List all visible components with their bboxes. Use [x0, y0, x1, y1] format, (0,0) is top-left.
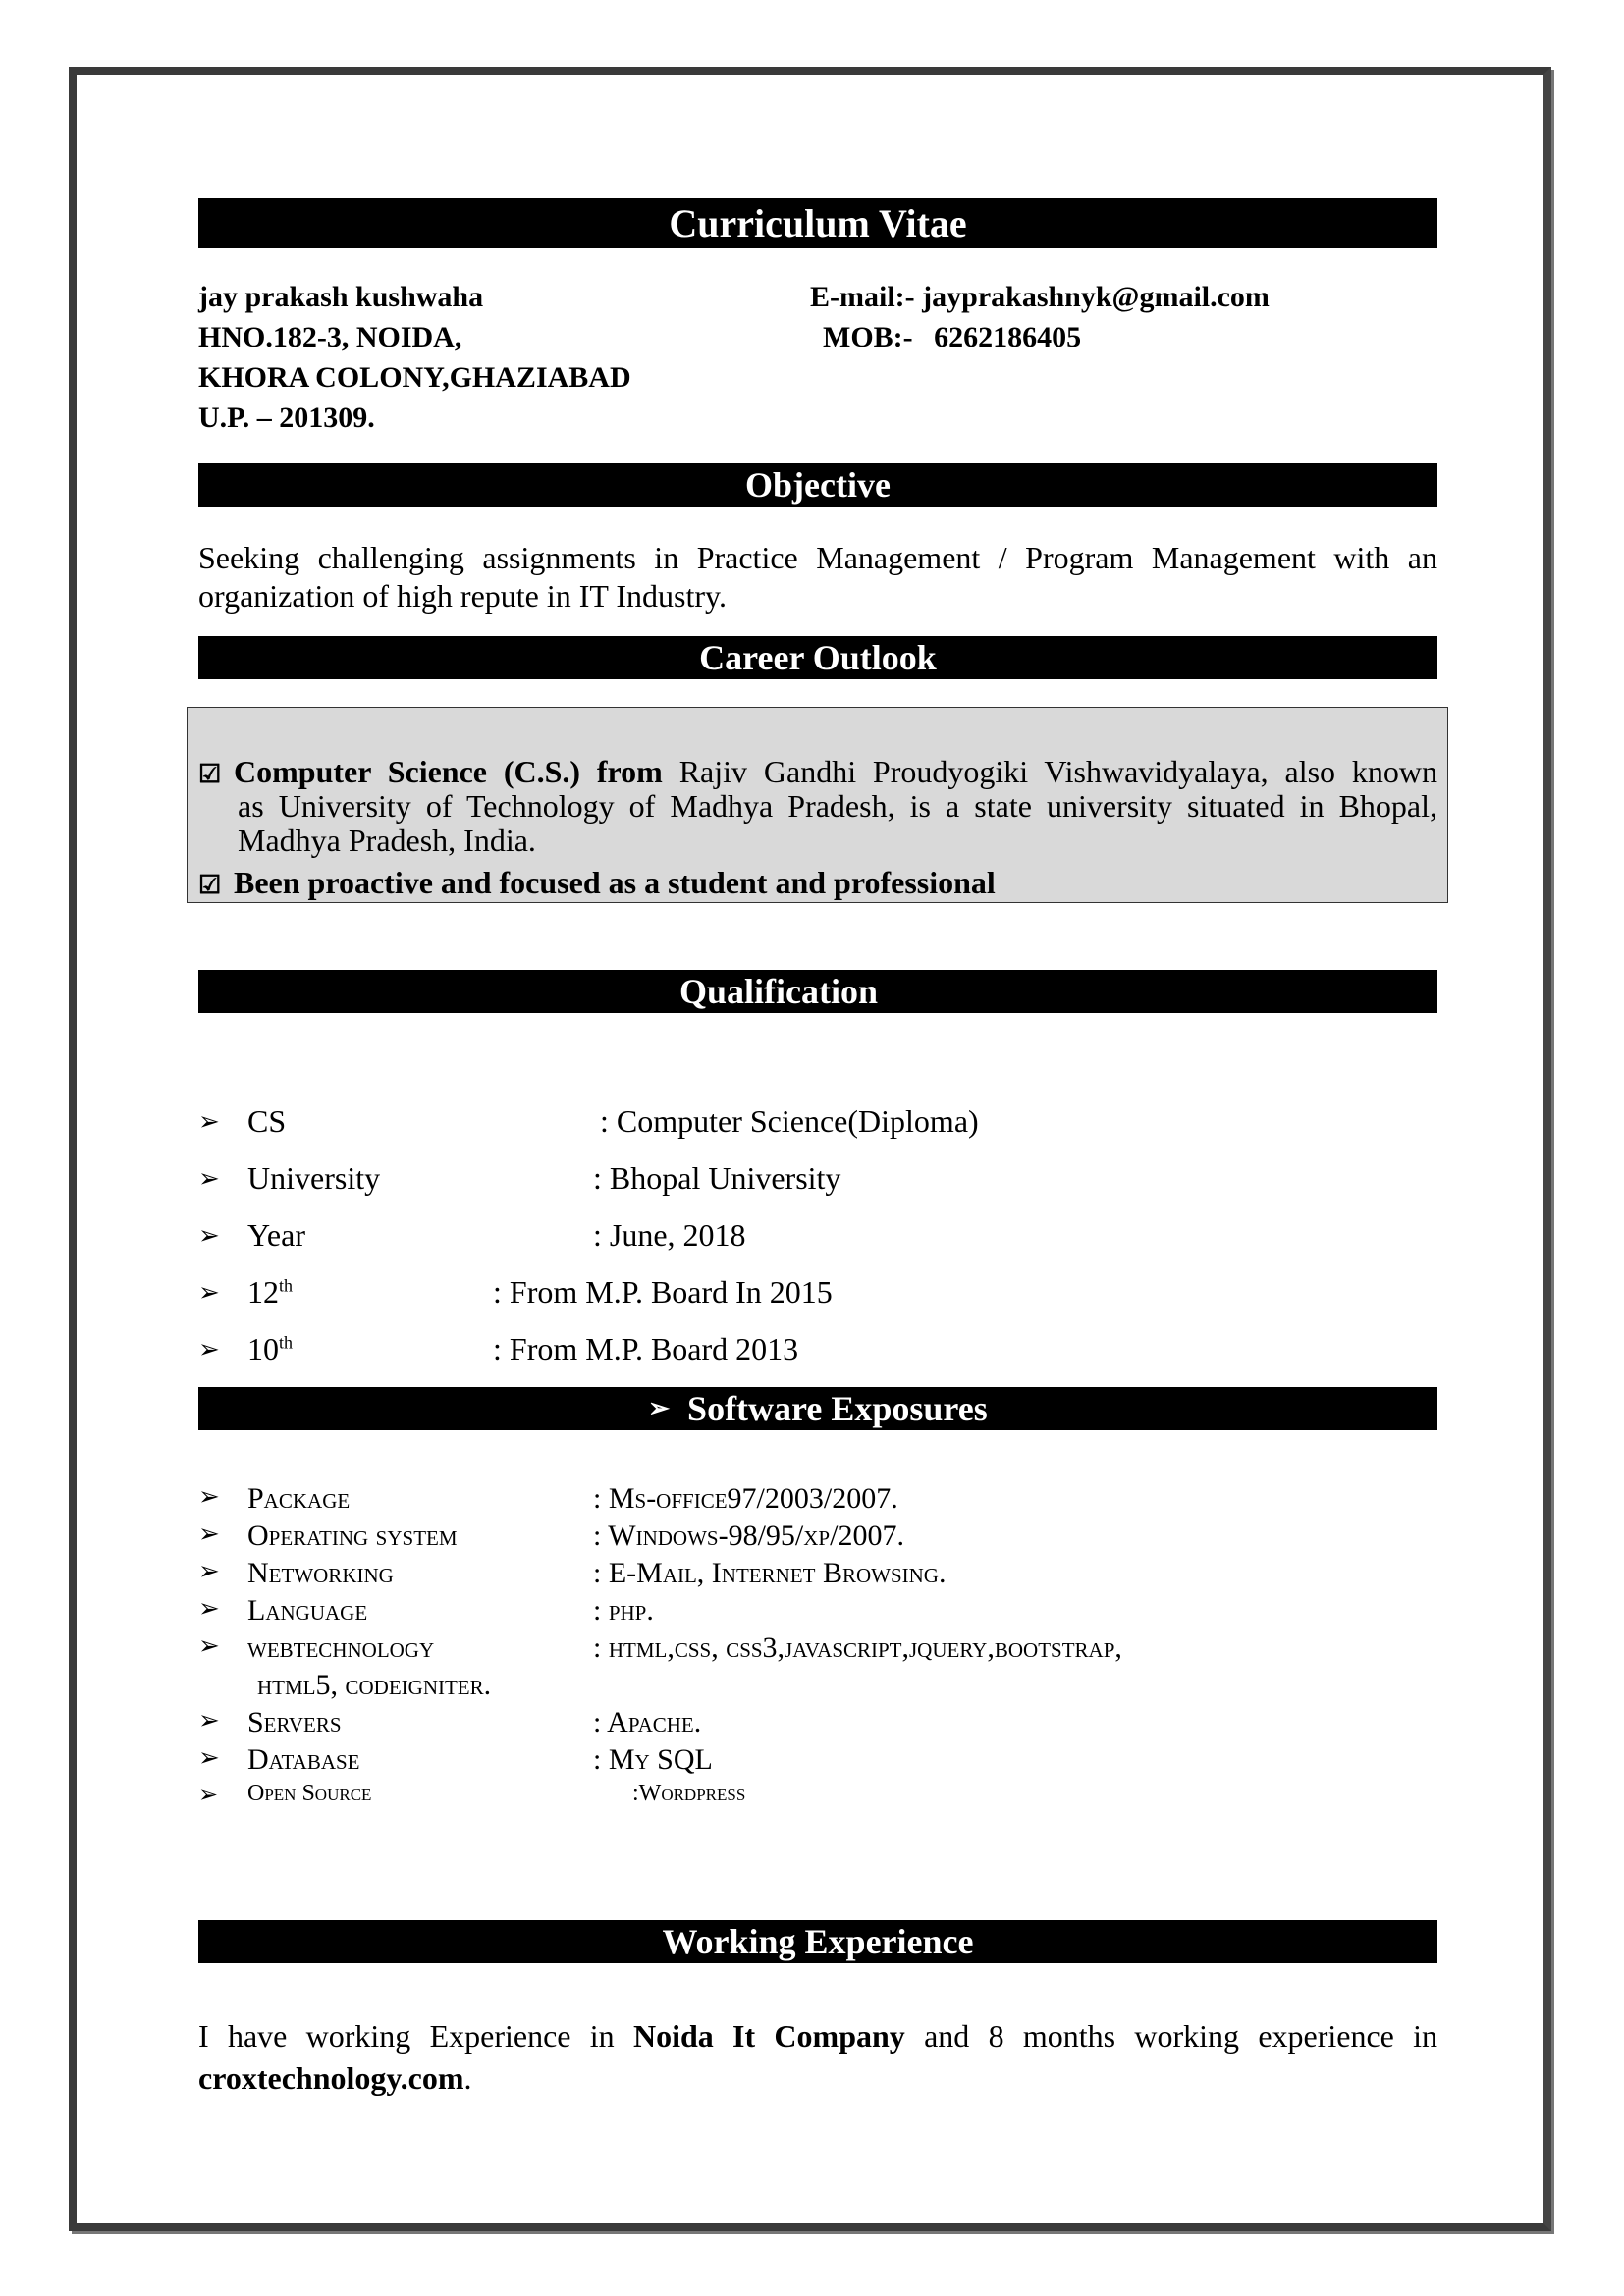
objective-text-line-1: Seeking challenging assignments in Practice Management / Program Management with an: [198, 540, 1437, 575]
software-item: [198, 1557, 1437, 1594]
arrow-bullet-icon: ➢: [198, 1221, 220, 1250]
arrow-bullet-icon: ➢: [198, 1278, 220, 1307]
qualification-value: : From M.P. Board 2013: [493, 1331, 799, 1366]
software-label: Language: [247, 1594, 368, 1627]
checkbox-icon: ☑: [198, 871, 222, 899]
arrow-bullet-icon: ➢: [198, 1107, 220, 1136]
qualification-item: [198, 1217, 1082, 1256]
software-item: [198, 1743, 1437, 1781]
experience-text-c: .: [463, 2060, 472, 2096]
software-value: : php.: [593, 1594, 654, 1627]
qualification-item: [198, 1103, 1082, 1143]
qualification-value: : Computer Science(Diploma): [600, 1103, 979, 1139]
software-value: : E-Mail, Internet Browsing.: [593, 1557, 947, 1589]
software-item: [198, 1482, 1437, 1520]
qualification-value: : From M.P. Board In 2015: [493, 1274, 833, 1309]
career-item-2: [198, 865, 996, 901]
experience-text-a: I have working Experience in: [198, 2018, 615, 2054]
qualification-item: [198, 1331, 1082, 1370]
career-item-1-bold: Computer Science (C.S.) from: [234, 754, 663, 789]
software-label: webtechnology: [247, 1631, 435, 1664]
arrow-bullet-icon: ➢: [648, 1394, 671, 1422]
software-label: Open Source: [247, 1781, 372, 1806]
mobile-label: MOB:-: [823, 321, 913, 353]
software-value: : My SQL: [593, 1743, 713, 1776]
qualification-value: : June, 2018: [593, 1217, 746, 1253]
software-label: Operating system: [247, 1520, 458, 1552]
arrow-bullet-icon: ➢: [198, 1520, 220, 1548]
qualification-label: Year: [247, 1217, 305, 1253]
experience-heading-bar: [198, 1920, 1437, 1963]
career-heading: Career Outlook: [699, 638, 937, 677]
arrow-bullet-icon: ➢: [198, 1557, 220, 1585]
software-value-continuation: html5, codeigniter.: [257, 1669, 492, 1701]
software-list: [198, 1482, 1437, 1826]
software-label: Database: [247, 1743, 360, 1776]
page-title: Curriculum Vitae: [669, 201, 967, 245]
qualification-heading: Qualification: [678, 972, 878, 1011]
software-value: : Windows-98/95/xp/2007.: [593, 1520, 904, 1552]
career-item-1-text-a: Rajiv Gandhi Proudyogiki Vishwavidyalaya, also known: [678, 754, 1438, 789]
career-item-1-text-b: as University of Technology of Madhya Pradesh, is a state university situated in Bhopal,: [238, 788, 1437, 824]
address-line-2: KHORA COLONY,GHAZIABAD: [198, 361, 631, 394]
software-value: :Wordpress: [632, 1781, 746, 1806]
candidate-name: jay prakash kushwaha: [198, 281, 484, 313]
objective-heading: Objective: [745, 465, 891, 505]
experience-text-line-2: [198, 2060, 471, 2097]
qualification-label: CS: [247, 1103, 287, 1139]
email-label: E-mail:-: [810, 281, 915, 313]
software-label: Package: [247, 1482, 351, 1515]
arrow-bullet-icon: ➢: [198, 1335, 220, 1363]
email-row: [810, 281, 1270, 314]
software-heading-bar: [198, 1387, 1437, 1430]
arrow-bullet-icon: ➢: [198, 1164, 220, 1193]
arrow-bullet-icon: ➢: [198, 1783, 219, 1808]
arrow-bullet-icon: ➢: [198, 1743, 220, 1772]
email-value: jayprakashnyk@gmail.com: [922, 281, 1270, 313]
qualification-value: : Bhopal University: [593, 1160, 841, 1196]
mobile-value: 6262186405: [934, 321, 1082, 353]
objective-text-line-2: organization of high repute in IT Industry.: [198, 578, 727, 614]
title-bar: [198, 198, 1437, 248]
ordinal-suffix: th: [279, 1332, 294, 1353]
qualification-label: [247, 1274, 293, 1310]
qualification-label-number: 12: [247, 1274, 279, 1309]
qualification-label: University: [247, 1160, 381, 1196]
qualification-heading-bar: [198, 970, 1437, 1013]
software-item: [198, 1520, 1437, 1557]
career-heading-bar: [198, 636, 1437, 679]
ordinal-suffix: th: [279, 1275, 294, 1296]
address-line-1: HNO.182-3, NOIDA,: [198, 321, 462, 353]
experience-site: croxtechnology.com: [198, 2060, 464, 2096]
experience-text-line-1: [198, 2018, 1437, 2055]
qualification-label-number: 10: [247, 1331, 279, 1366]
arrow-bullet-icon: ➢: [198, 1631, 220, 1660]
checkbox-icon: ☑: [198, 760, 222, 788]
software-item: [198, 1594, 1437, 1631]
software-value: : Ms-office97/2003/2007.: [593, 1482, 898, 1515]
objective-heading-bar: [198, 463, 1437, 507]
software-item: [198, 1706, 1437, 1743]
arrow-bullet-icon: ➢: [198, 1482, 220, 1511]
software-heading: Software Exposures: [687, 1389, 988, 1428]
career-item-2-text: Been proactive and focused as a student and professional: [234, 865, 996, 900]
software-item: [198, 1631, 1437, 1706]
qualification-item: [198, 1160, 1082, 1200]
software-label: Networking: [247, 1557, 394, 1589]
arrow-bullet-icon: ➢: [198, 1706, 220, 1735]
career-item-1-text-c: Madhya Pradesh, India.: [238, 823, 536, 858]
software-value: : html,css, css3,javascript,jquery,bootstrap,: [593, 1631, 1122, 1664]
arrow-bullet-icon: ➢: [198, 1594, 220, 1623]
qualification-label: [247, 1331, 293, 1367]
experience-text-b: and 8 months working experience in: [924, 2018, 1438, 2054]
address-line-3: U.P. – 201309.: [198, 401, 375, 434]
software-value: : Apache.: [593, 1706, 702, 1738]
software-item: [198, 1781, 1437, 1812]
experience-company: Noida It Company: [632, 2018, 905, 2054]
qualification-item: [198, 1274, 1082, 1313]
career-item-1: [198, 754, 1437, 859]
experience-heading: Working Experience: [662, 1922, 974, 1961]
software-label: Servers: [247, 1706, 342, 1738]
mobile-row: [823, 321, 1081, 354]
